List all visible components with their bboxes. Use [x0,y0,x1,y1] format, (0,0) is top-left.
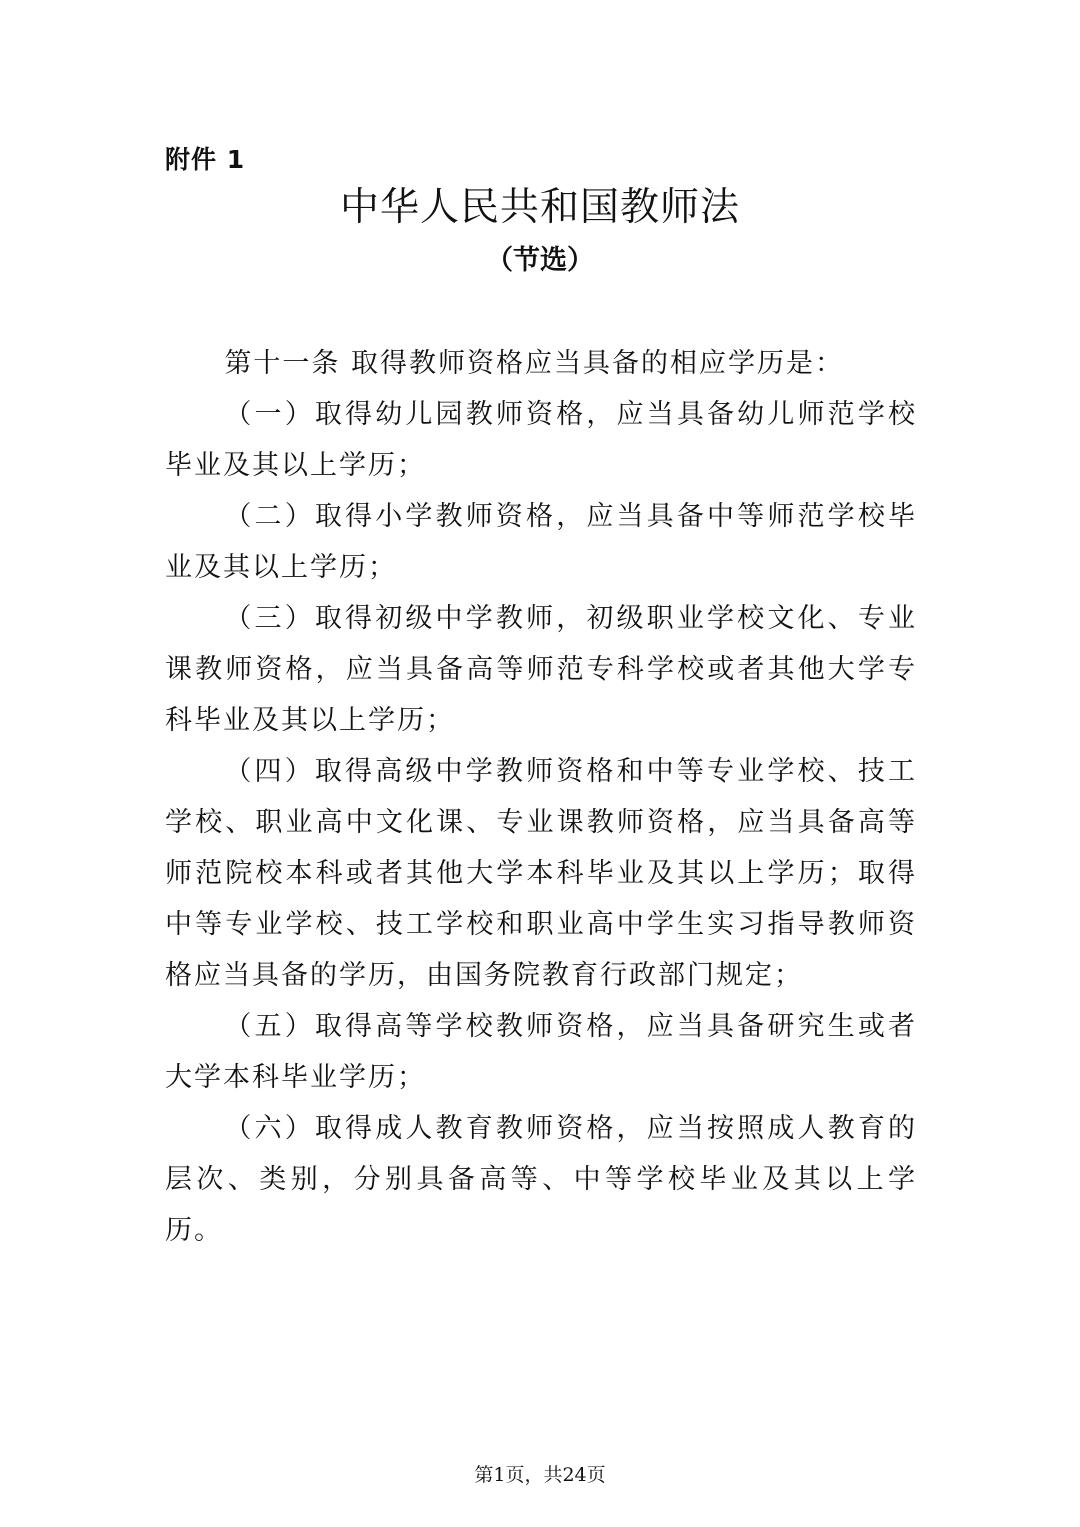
paragraph-item-6: （六）取得成人教育教师资格，应当按照成人教育的层次、类别，分别具备高等、中等学校毕业及其以上学历。 [165,1113,917,1246]
paragraph-item-3: （三）取得初级中学教师，初级职业学校文化、专业课教师资格，应当具备高等师范专科学校或者其他大学专科毕业及其以上学历； [165,603,917,736]
page-number-footer: 第1页，共24页 [474,1464,606,1486]
attachment-label: 附件 1 [165,145,246,174]
paragraph-item-1: （一）取得幼儿园教师资格，应当具备幼儿师范学校毕业及其以上学历； [165,399,917,481]
paragraph-item-5: （五）取得高等学校教师资格，应当具备研究生或者大学本科毕业学历； [165,1011,917,1093]
document-title: 中华人民共和国教师法 [339,185,740,230]
document-subtitle: （节选） [486,245,594,276]
paragraph-item-4: （四）取得高级中学教师资格和中等专业学校、技工学校、职业高中文化课、专业课教师资格，应当具备高等师范院校本科或者其他大学本科毕业及其以上学历；取得中等专业学校、技工学校和职业高中学生实习指导教师资格应当具备的学历，由国务院教育行政部门规定； [165,756,917,991]
paragraph-item-2: （二）取得小学教师资格，应当具备中等师范学校毕业及其以上学历； [165,501,917,583]
paragraph-article-11: 第十一条 取得教师资格应当具备的相应学历是： [224,348,844,379]
document-body [165,338,917,1256]
